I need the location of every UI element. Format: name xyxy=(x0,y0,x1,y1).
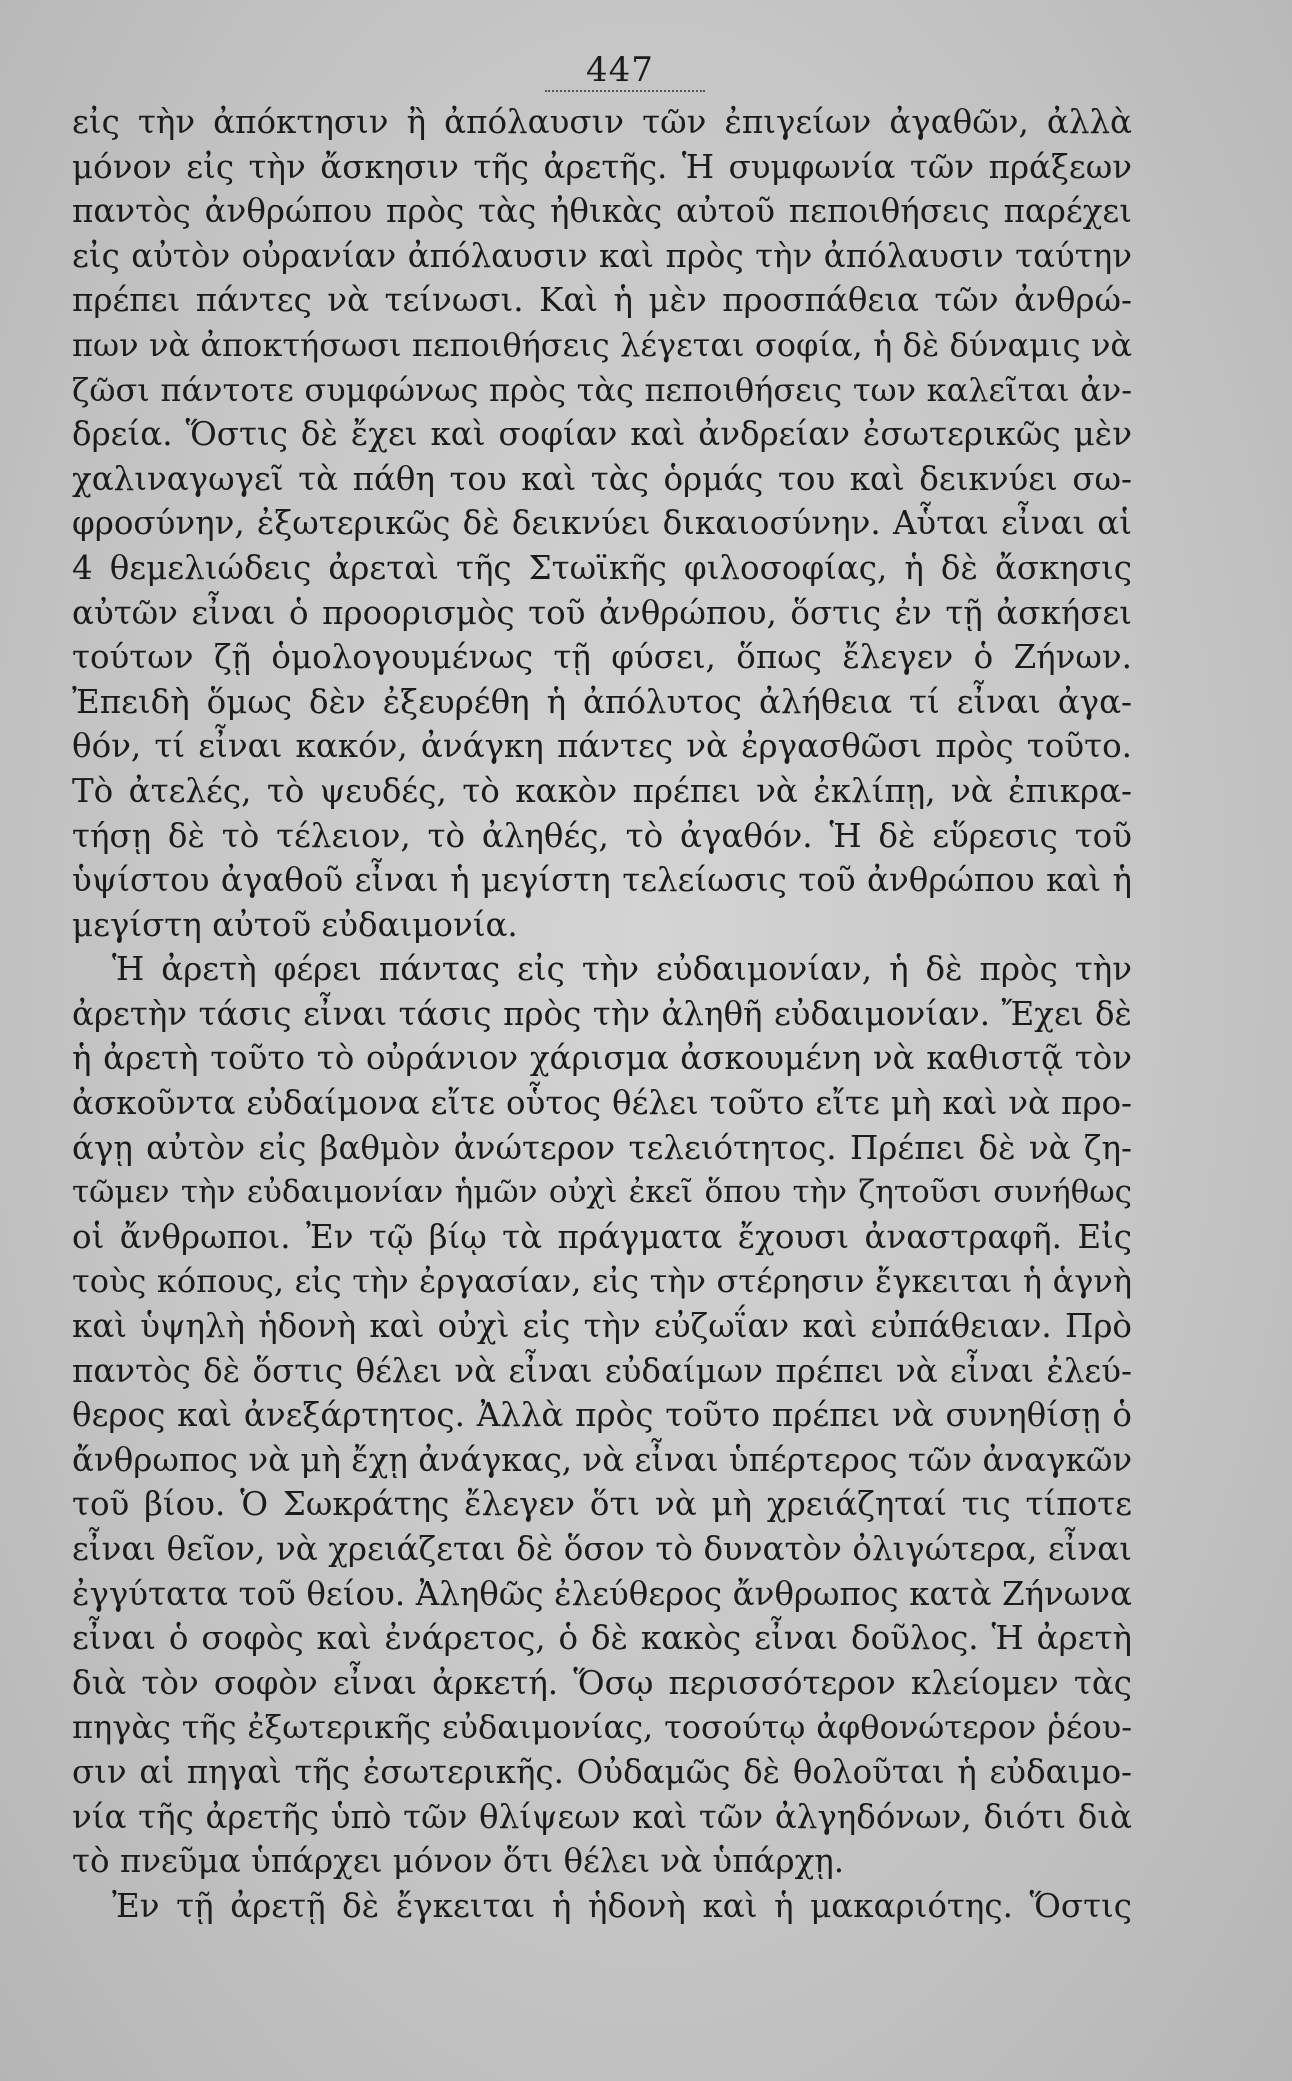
text-line: τῶμεν τὴν εὐδαιμονίαν ἡμῶν οὐχὶ ἐκεῖ ὅπου τὴν ζητοῦσι συνήθως xyxy=(72,1174,1132,1211)
paragraph-end-line: τὸ πνεῦμα ὑπάρχει μόνον ὅτι θέλει νὰ ὑπάρχῃ. xyxy=(72,1842,845,1881)
text-line: ἐγγύτατα τοῦ θείου. Ἀληθῶς ἐλεύθερος ἄνθρωπος κατὰ Ζήνωνα xyxy=(72,1574,1132,1613)
text-line: εἶναι ὁ σοφὸς καὶ ἐνάρετος, ὁ δὲ κακὸς εἶναι δοῦλος. Ἡ ἀρετὴ xyxy=(72,1619,1132,1658)
text-line: 4 θεμελιώδεις ἀρεταὶ τῆς Στωϊκῆς φιλοσοφίας, ἡ δὲ ἄσκησις xyxy=(72,548,1132,587)
text-line: εἶναι θεῖον, νὰ χρειάζεται δὲ ὅσον τὸ δυνατὸν ὀλιγώτερα, εἶναι xyxy=(72,1530,1132,1568)
text-line: ζῶσι πάντοτε συμφώνως πρὸς τὰς πεποιθήσεις των καλεῖται ἀν- xyxy=(72,370,1132,409)
text-line: ἀσκοῦντα εὐδαίμονα εἴτε οὗτος θέλει τοῦτο εἴτε μὴ καὶ νὰ προ- xyxy=(72,1084,1132,1123)
text-line: μόνον εἰς τὴν ἄσκησιν τῆς ἀρετῆς. Ἡ συμφωνία τῶν πράξεων xyxy=(72,147,1132,186)
text-line: Ἐπειδὴ ὅμως δὲν ἐξευρέθη ἡ ἀπόλυτος ἀλήθεια τί εἶναι ἀγα- xyxy=(72,682,1132,721)
text-line: Τὸ ἀτελές, τὸ ψευδές, τὸ κακὸν πρέπει νὰ ἐκλίπῃ, νὰ ἐπικρα- xyxy=(72,771,1132,810)
page-number: 447 xyxy=(586,50,654,90)
text-line: χαλιναγωγεῖ τὰ πάθη του καὶ τὰς ὁρμάς του καὶ δεικνύει σω- xyxy=(72,459,1132,498)
text-line: τούτων ζῇ ὁμολογουμένως τῇ φύσει, ὅπως ἔλεγεν ὁ Ζήνων. xyxy=(72,638,1132,677)
text-line: τοὺς κόπους, εἰς τὴν ἐργασίαν, εἰς τὴν στέρησιν ἔγκειται ἡ ἁγνὴ xyxy=(72,1262,1132,1301)
text-line: εἰς αὐτὸν οὐρανίαν ἀπόλαυσιν καὶ πρὸς τὴν ἀπόλαυσιν ταύτην xyxy=(72,236,1132,275)
text-line: θόν, τί εἶναι κακόν, ἀνάγκη πάντες νὰ ἐργασθῶσι πρὸς τοῦτο. xyxy=(72,727,1132,766)
text-line: νία τῆς ἀρετῆς ὑπὸ τῶν θλίψεων καὶ τῶν ἀλγηδόνων, διότι διὰ xyxy=(72,1797,1132,1836)
text-line: ἡ ἀρετὴ τοῦτο τὸ οὐράνιον χάρισμα ἀσκουμένη νὰ καθιστᾷ τὸν xyxy=(72,1039,1132,1078)
text-line: ἀρετὴν τάσις εἶναι τάσις πρὸς τὴν ἀληθῆ εὐδαιμονίαν. Ἔχει δὲ xyxy=(72,994,1132,1033)
text-line: πων νὰ ἀποκτήσωσι πεποιθήσεις λέγεται σοφία, ἡ δὲ δύναμις νὰ xyxy=(72,325,1132,364)
paragraph-start-line: Ἡ ἀρετὴ φέρει πάντας εἰς τὴν εὐδαιμονίαν, ἡ δὲ πρὸς τὴν xyxy=(112,950,1132,989)
text-line: αὐτῶν εἶναι ὁ προορισμὸς τοῦ ἀνθρώπου, ὅστις ἐν τῇ ἀσκήσει xyxy=(72,593,1132,632)
text-line: τοῦ βίου. Ὁ Σωκράτης ἔλεγεν ὅτι νὰ μὴ χρειάζηταί τις τίποτε xyxy=(72,1485,1132,1524)
text-line: πρέπει πάντες νὰ τείνωσι. Καὶ ἡ μὲν προσπάθεια τῶν ἀνθρώ- xyxy=(72,281,1132,320)
text-line: φροσύνην, ἐξωτερικῶς δὲ δεικνύει δικαιοσύνην. Αὗται εἶναι αἱ xyxy=(72,504,1132,543)
text-line: καὶ ὑψηλὴ ἡδονὴ καὶ οὐχὶ εἰς τὴν εὐζωΐαν καὶ εὐπάθειαν. Πρὸ xyxy=(72,1307,1132,1346)
text-line: οἱ ἄνθρωποι. Ἐν τῷ βίῳ τὰ πράγματα ἔχουσι ἀναστραφῆ. Εἰς xyxy=(72,1217,1132,1256)
text-line: θερος καὶ ἀνεξάρτητος. Ἀλλὰ πρὸς τοῦτο πρέπει νὰ συνηθίσῃ ὁ xyxy=(72,1396,1132,1435)
text-line: πηγὰς τῆς ἐξωτερικῆς εὐδαιμονίας, τοσούτῳ ἀφθονώτερον ῥέου- xyxy=(72,1708,1132,1747)
text-line: εἰς τὴν ἀπόκτησιν ἢ ἀπόλαυσιν τῶν ἐπιγείων ἀγαθῶν, ἀλλὰ xyxy=(72,103,1132,141)
text-line: δρεία. Ὅστις δὲ ἔχει καὶ σοφίαν καὶ ἀνδρείαν ἐσωτερικῶς μὲν xyxy=(72,415,1132,454)
text-line: άγῃ αὐτὸν εἰς βαθμὸν ἀνώτερον τελειότητος. Πρέπει δὲ νὰ ζη- xyxy=(72,1128,1132,1167)
text-line: σιν αἱ πηγαὶ τῆς ἐσωτερικῆς. Οὐδαμῶς δὲ θολοῦται ἡ εὐδαιμο- xyxy=(72,1752,1132,1791)
page-number-rule xyxy=(545,88,705,92)
text-line: ὑψίστου ἀγαθοῦ εἶναι ἡ μεγίστη τελείωσις τοῦ ἀνθρώπου καὶ ἡ xyxy=(72,861,1132,900)
text-line: παντὸς δὲ ὅστις θέλει νὰ εἶναι εὐδαίμων πρέπει νὰ εἶναι ἐλεύ- xyxy=(72,1351,1132,1390)
text-line: διὰ τὸν σοφὸν εἶναι ἀρκετή. Ὅσῳ περισσότερον κλείομεν τὰς xyxy=(72,1663,1132,1702)
text-line: παντὸς ἀνθρώπου πρὸς τὰς ἠθικὰς αὐτοῦ πεποιθήσεις παρέχει xyxy=(72,192,1132,231)
paragraph-start-line: Ἐν τῇ ἀρετῇ δὲ ἔγκειται ἡ ἡδονὴ καὶ ἡ μακαριότης. Ὅστις xyxy=(112,1886,1132,1925)
paragraph-end-line: μεγίστη αὐτοῦ εὐδαιμονία. xyxy=(72,905,518,944)
body-text xyxy=(72,100,1132,1928)
text-line: ἄνθρωπος νὰ μὴ ἔχῃ ἀνάγκας, νὰ εἶναι ὑπέρτερος τῶν ἀναγκῶν xyxy=(72,1440,1132,1479)
text-line: τήσῃ δὲ τὸ τέλειον, τὸ ἀληθές, τὸ ἀγαθόν. Ἡ δὲ εὕρεσις τοῦ xyxy=(72,816,1132,855)
